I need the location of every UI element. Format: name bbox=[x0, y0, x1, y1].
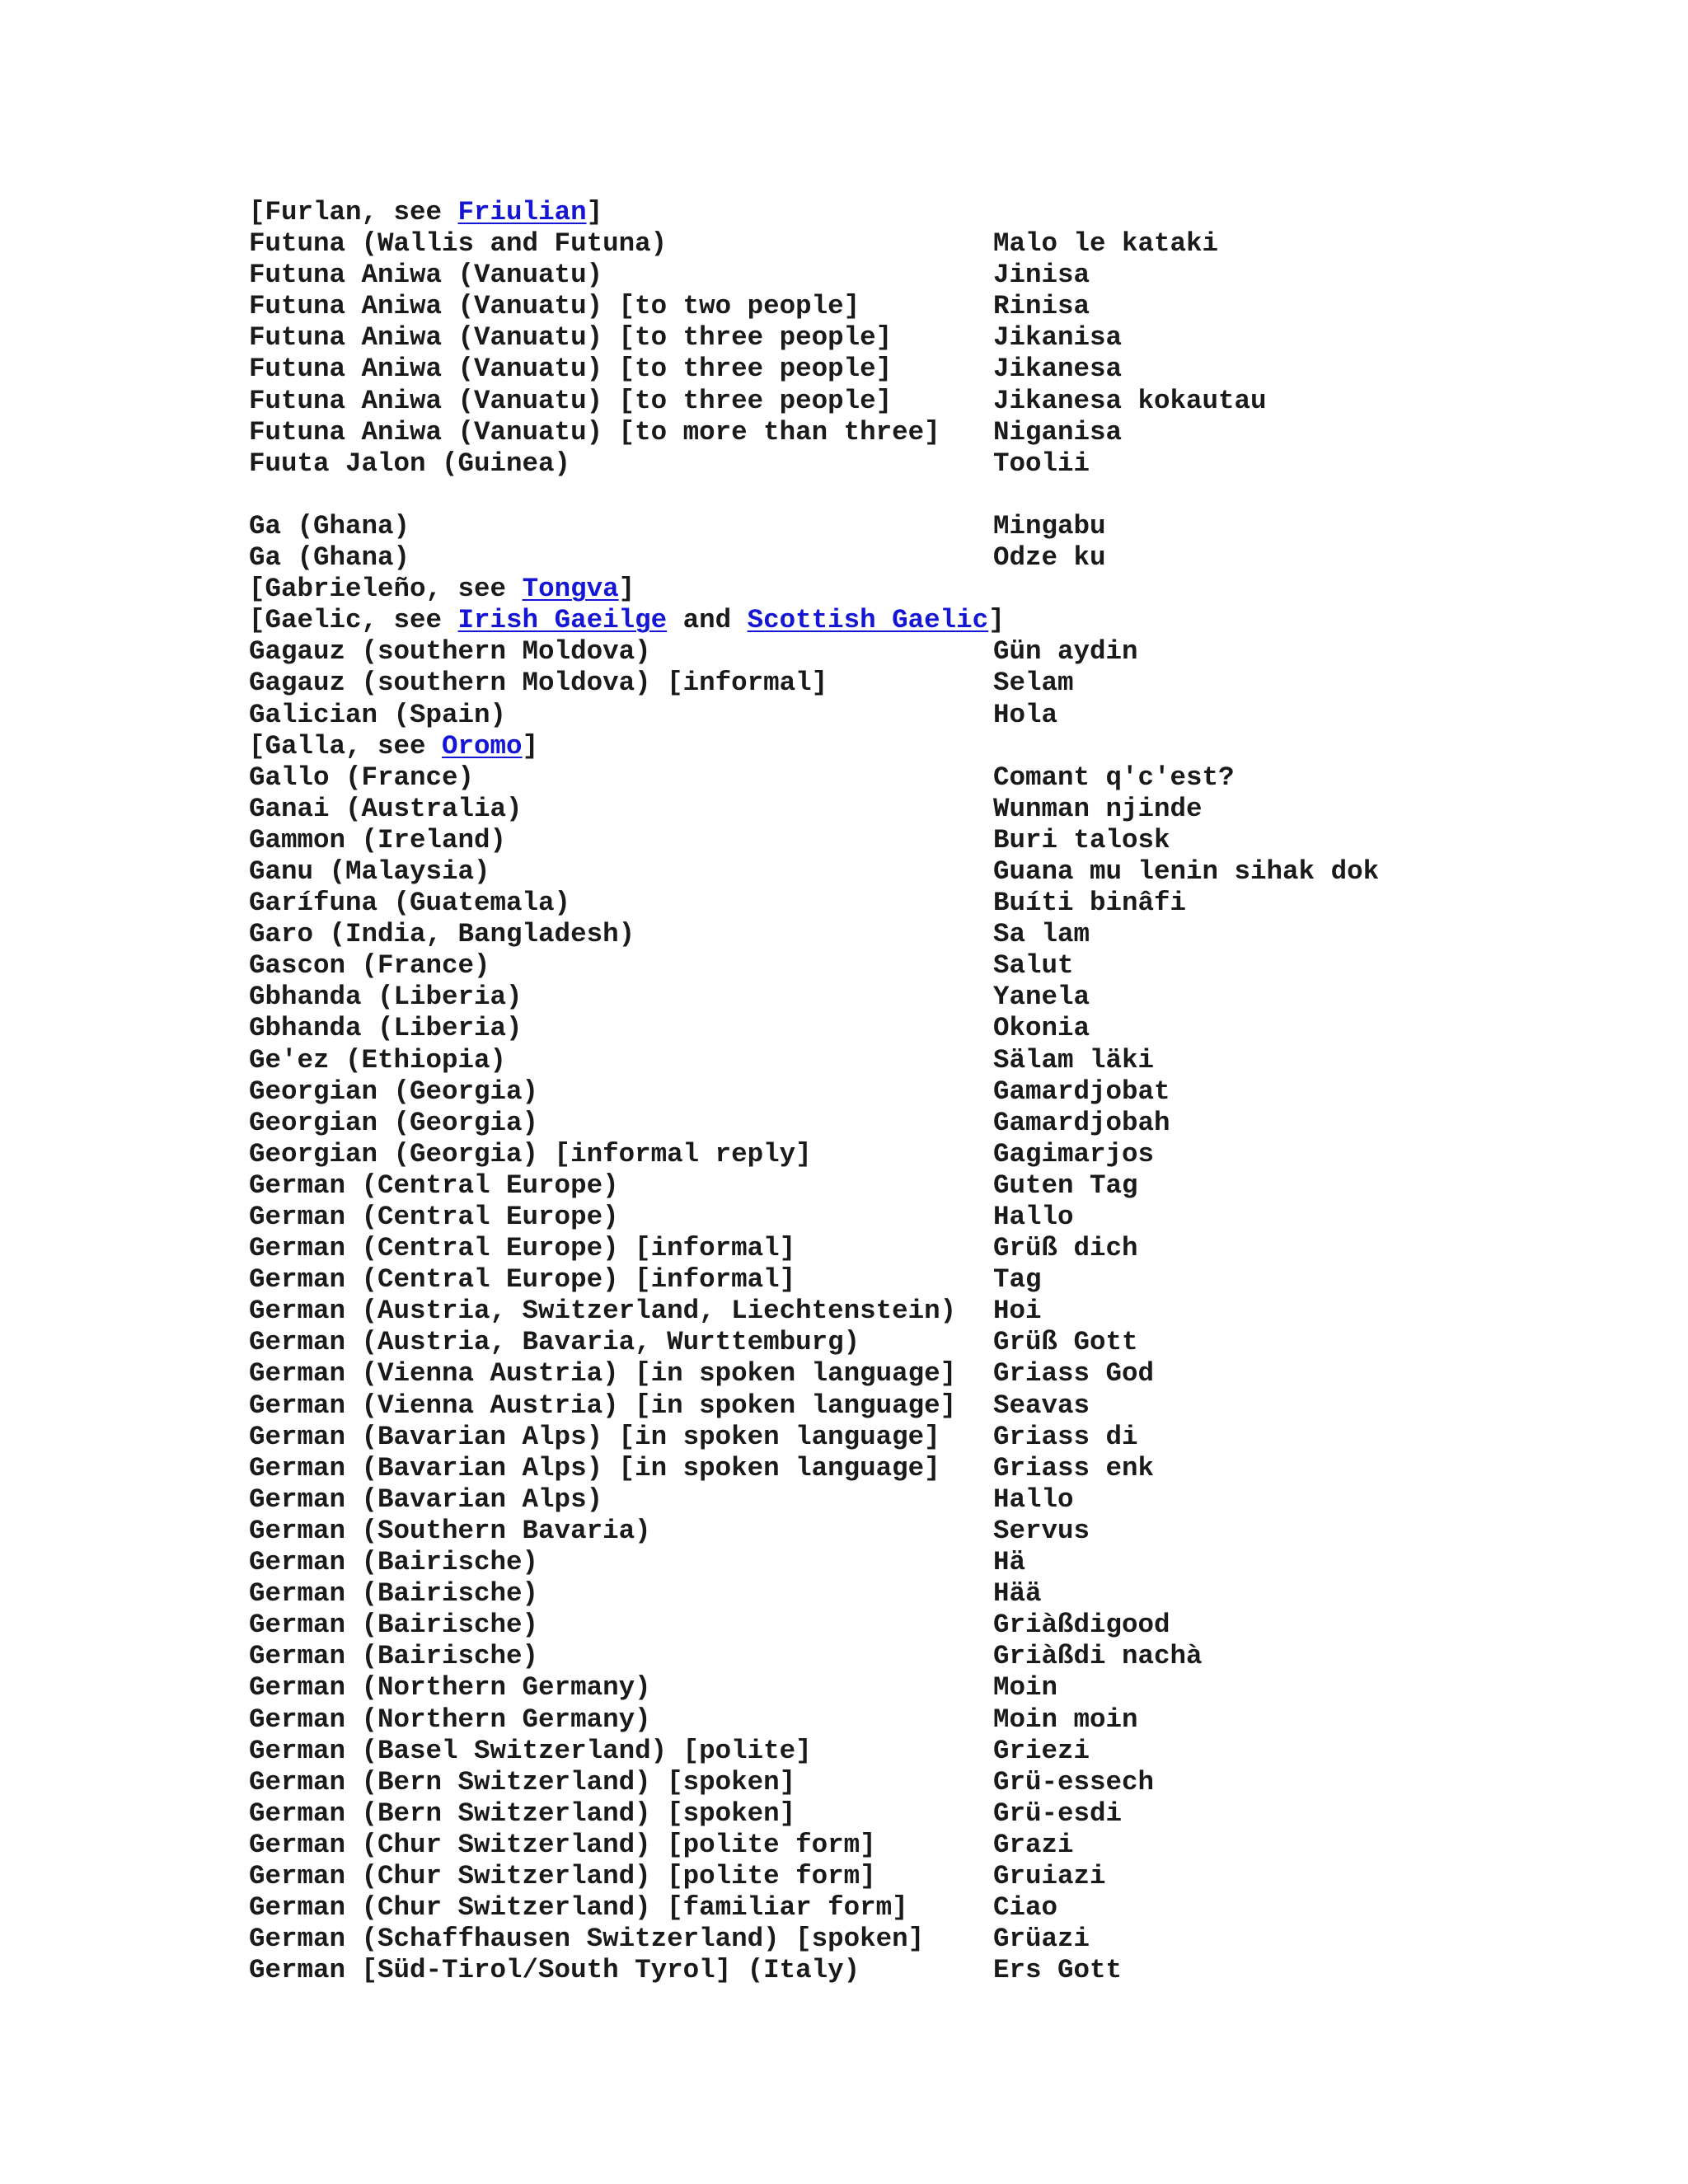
language-entry-row bbox=[249, 1296, 1650, 1327]
cross-reference-link[interactable]: Oromo bbox=[442, 730, 523, 762]
language-entry-row bbox=[249, 1736, 1650, 1767]
language-name: German (Bavarian Alps) [in spoken language] bbox=[249, 1421, 940, 1452]
greeting-text: Comant q'c'est? bbox=[993, 762, 1235, 793]
see-prefix: [Gaelic, see bbox=[249, 605, 458, 636]
greeting-text: Hallo bbox=[993, 1202, 1074, 1232]
language-entry-row bbox=[249, 950, 1650, 982]
language-name: Futuna Aniwa (Vanuatu) [to three people] bbox=[249, 354, 893, 385]
greeting-text: Gruiazi bbox=[993, 1860, 1106, 1891]
language-entry-row bbox=[249, 228, 1650, 260]
language-name: Garo (India, Bangladesh) bbox=[249, 919, 635, 950]
language-name: German (Bern Switzerland) [spoken] bbox=[249, 1797, 796, 1829]
greeting-text: Salut bbox=[993, 950, 1074, 982]
greeting-text: Griass God bbox=[993, 1358, 1155, 1390]
greeting-text: Grüß Gott bbox=[993, 1327, 1138, 1358]
language-name: German (Bairische) bbox=[249, 1547, 539, 1578]
language-name: Gagauz (southern Moldova) [informal] bbox=[249, 668, 828, 699]
cross-reference-link[interactable]: Irish Gaeilge bbox=[457, 605, 668, 636]
cross-reference-row bbox=[249, 731, 1650, 762]
language-name: Georgian (Georgia) bbox=[249, 1076, 539, 1107]
language-name: German (Vienna Austria) [in spoken language] bbox=[249, 1358, 957, 1390]
language-name: Fuuta Jalon (Guinea) bbox=[249, 448, 571, 479]
greeting-text: Sa lam bbox=[993, 919, 1090, 950]
language-entry-row bbox=[249, 1955, 1650, 1986]
language-name: German (Central Europe) [informal] bbox=[249, 1264, 796, 1296]
language-name: German (Northern Germany) bbox=[249, 1704, 651, 1735]
language-name: Futuna (Wallis and Futuna) bbox=[249, 228, 668, 260]
language-name: German [Süd-Tirol/South Tyrol] (Italy) bbox=[249, 1955, 860, 1986]
language-entry-row bbox=[249, 762, 1650, 794]
language-entry-row bbox=[249, 511, 1650, 542]
language-entry-row bbox=[249, 448, 1650, 480]
greeting-text: Griass enk bbox=[993, 1452, 1155, 1483]
greeting-text: Moin moin bbox=[993, 1704, 1138, 1735]
language-entry-row bbox=[249, 1767, 1650, 1798]
greeting-text: Ers Gott bbox=[993, 1955, 1123, 1986]
greeting-text: Jikanisa bbox=[993, 322, 1123, 354]
language-entry-row bbox=[249, 322, 1650, 354]
language-entry-row bbox=[249, 700, 1650, 731]
greeting-text: Okonia bbox=[993, 1013, 1090, 1044]
greeting-text: Mingabu bbox=[993, 510, 1106, 541]
language-name: Futuna Aniwa (Vanuatu) [to more than three] bbox=[249, 416, 940, 448]
language-entry-row bbox=[249, 1892, 1650, 1924]
greeting-text: Yanela bbox=[993, 982, 1090, 1013]
language-name: Ganai (Australia) bbox=[249, 793, 523, 824]
cross-reference-link[interactable]: Friulian bbox=[457, 197, 587, 227]
greeting-text: Hola bbox=[993, 699, 1058, 730]
greeting-text: Gamardjobat bbox=[993, 1076, 1170, 1107]
language-name: German (Bairische) bbox=[249, 1641, 539, 1672]
see-prefix: [Gabrieleño, see bbox=[249, 574, 523, 605]
greeting-text: Ciao bbox=[993, 1892, 1058, 1924]
greeting-text: Grüazi bbox=[993, 1924, 1090, 1955]
language-entry-row bbox=[249, 1170, 1650, 1202]
language-entry-row bbox=[249, 1798, 1650, 1830]
greeting-text: Rinisa bbox=[993, 291, 1090, 322]
greeting-text: Sälam läki bbox=[993, 1044, 1155, 1076]
greeting-text: Hoi bbox=[993, 1296, 1042, 1327]
language-name: German (Bern Switzerland) [spoken] bbox=[249, 1766, 796, 1797]
language-name: German (Southern Bavaria) bbox=[249, 1515, 651, 1546]
language-name: German (Bairische) bbox=[249, 1578, 539, 1610]
language-entry-row bbox=[249, 636, 1650, 668]
language-entry-row bbox=[249, 1672, 1650, 1704]
language-name: Futuna Aniwa (Vanuatu) [to two people] bbox=[249, 291, 860, 322]
language-entry-row bbox=[249, 542, 1650, 574]
language-name: Gallo (France) bbox=[249, 762, 475, 793]
language-entry-row bbox=[249, 888, 1650, 919]
language-name: German (Basel Switzerland) [polite] bbox=[249, 1735, 812, 1766]
language-name: Galician (Spain) bbox=[249, 699, 507, 730]
greeting-text: Guten Tag bbox=[993, 1169, 1138, 1201]
language-entry-row bbox=[249, 1108, 1650, 1139]
language-entry-row bbox=[249, 919, 1650, 950]
greeting-text: Tag bbox=[993, 1264, 1042, 1296]
language-entry-row bbox=[249, 825, 1650, 856]
greeting-text: Niganisa bbox=[993, 416, 1123, 448]
language-entry-row bbox=[249, 1264, 1650, 1296]
language-name: Ga (Ghana) bbox=[249, 510, 410, 541]
language-name: German (Northern Germany) bbox=[249, 1672, 651, 1704]
see-suffix: ] bbox=[586, 197, 603, 227]
greeting-text: Jinisa bbox=[993, 260, 1090, 291]
language-entry-row bbox=[249, 354, 1650, 385]
greeting-text: Odze ku bbox=[993, 542, 1106, 574]
language-entry-row bbox=[249, 1516, 1650, 1547]
greeting-text: Seavas bbox=[993, 1390, 1090, 1421]
greeting-text: Grazi bbox=[993, 1829, 1074, 1860]
language-entry-row bbox=[249, 1484, 1650, 1516]
greeting-text: Wunman njinde bbox=[993, 793, 1203, 824]
cross-reference-row bbox=[249, 574, 1650, 605]
language-entry-row bbox=[249, 1076, 1650, 1108]
language-name: German (Central Europe) bbox=[249, 1169, 619, 1201]
cross-reference-link[interactable]: Tongva bbox=[522, 574, 619, 605]
language-name: Georgian (Georgia) [informal reply] bbox=[249, 1138, 812, 1169]
language-name: Futuna Aniwa (Vanuatu) [to three people] bbox=[249, 322, 893, 354]
language-name: German (Central Europe) [informal] bbox=[249, 1233, 796, 1264]
language-entry-row bbox=[249, 1610, 1650, 1641]
language-entry-row bbox=[249, 1924, 1650, 1955]
language-entry-row bbox=[249, 386, 1650, 417]
see-prefix: [Furlan, see bbox=[249, 197, 458, 227]
language-name: Ge'ez (Ethiopia) bbox=[249, 1044, 507, 1076]
greeting-text: Grü-esdi bbox=[993, 1797, 1123, 1829]
greeting-text: Griàßdigood bbox=[993, 1610, 1170, 1641]
cross-reference-link[interactable]: Scottish Gaelic bbox=[747, 605, 989, 636]
greeting-text: Jikanesa bbox=[993, 354, 1123, 385]
greeting-text: Buíti binâfi bbox=[993, 888, 1187, 919]
greetings-list bbox=[249, 197, 1650, 1986]
language-name: Gammon (Ireland) bbox=[249, 824, 507, 855]
language-name: German (Vienna Austria) [in spoken language] bbox=[249, 1390, 957, 1421]
language-name: German (Chur Switzerland) [familiar form] bbox=[249, 1892, 908, 1924]
greeting-text: Gamardjobah bbox=[993, 1107, 1170, 1138]
language-entry-row bbox=[249, 1641, 1650, 1672]
greeting-text: Griass di bbox=[993, 1421, 1138, 1452]
language-entry-row bbox=[249, 291, 1650, 322]
cross-reference-row bbox=[249, 605, 1650, 636]
language-name: German (Bairische) bbox=[249, 1610, 539, 1641]
language-entry-row bbox=[249, 1045, 1650, 1076]
language-entry-row bbox=[249, 1453, 1650, 1484]
greeting-text: Griàßdi nachà bbox=[993, 1641, 1203, 1672]
see-suffix: ] bbox=[988, 605, 1005, 636]
language-entry-row bbox=[249, 260, 1650, 291]
see-suffix: ] bbox=[522, 730, 539, 762]
language-entry-row bbox=[249, 1578, 1650, 1610]
language-entry-row bbox=[249, 668, 1650, 699]
greeting-text: Grü-essech bbox=[993, 1766, 1155, 1797]
language-entry-row bbox=[249, 417, 1650, 448]
section-spacer bbox=[249, 480, 1650, 511]
greeting-text: Jikanesa kokautau bbox=[993, 385, 1267, 416]
greeting-text: Malo le kataki bbox=[993, 228, 1219, 260]
language-name: German (Bavarian Alps) bbox=[249, 1483, 603, 1515]
language-name: Futuna Aniwa (Vanuatu) bbox=[249, 260, 603, 291]
language-entry-row bbox=[249, 1861, 1650, 1892]
language-name: Garífuna (Guatemala) bbox=[249, 888, 571, 919]
language-entry-row bbox=[249, 1390, 1650, 1422]
language-name: German (Chur Switzerland) [polite form] bbox=[249, 1860, 876, 1891]
language-entry-row bbox=[249, 1139, 1650, 1170]
language-entry-row bbox=[249, 1013, 1650, 1044]
language-name: German (Central Europe) bbox=[249, 1202, 619, 1232]
greeting-text: Buri talosk bbox=[993, 824, 1170, 855]
greeting-text: Griezi bbox=[993, 1735, 1090, 1766]
greeting-text: Hä bbox=[993, 1547, 1026, 1578]
language-name: German (Chur Switzerland) [polite form] bbox=[249, 1829, 876, 1860]
language-entry-row bbox=[249, 1422, 1650, 1453]
greeting-text: Moin bbox=[993, 1672, 1058, 1704]
language-name: Gbhanda (Liberia) bbox=[249, 982, 523, 1013]
language-name: German (Austria, Bavaria, Wurttemburg) bbox=[249, 1327, 860, 1358]
language-name: Gascon (France) bbox=[249, 950, 490, 982]
cross-reference-row bbox=[249, 197, 1650, 228]
see-suffix: ] bbox=[618, 574, 635, 605]
language-entry-row bbox=[249, 1830, 1650, 1861]
language-entry-row bbox=[249, 794, 1650, 825]
greeting-text: Hallo bbox=[993, 1483, 1074, 1515]
language-entry-row bbox=[249, 1327, 1650, 1358]
language-name: German (Austria, Switzerland, Liechtenstein) bbox=[249, 1296, 957, 1327]
language-name: Ga (Ghana) bbox=[249, 542, 410, 574]
language-entry-row bbox=[249, 1233, 1650, 1264]
language-name: Futuna Aniwa (Vanuatu) [to three people] bbox=[249, 385, 893, 416]
greeting-text: Gün aydin bbox=[993, 636, 1138, 668]
language-name: German (Bavarian Alps) [in spoken language] bbox=[249, 1452, 940, 1483]
greeting-text: Selam bbox=[993, 668, 1074, 699]
language-name: Ganu (Malaysia) bbox=[249, 855, 490, 887]
language-name: German (Schaffhausen Switzerland) [spoken] bbox=[249, 1924, 925, 1955]
greeting-text: Toolii bbox=[993, 448, 1090, 479]
language-name: Gagauz (southern Moldova) bbox=[249, 636, 651, 668]
greeting-text: Hää bbox=[993, 1578, 1042, 1610]
language-entry-row bbox=[249, 1704, 1650, 1736]
greeting-text: Grüß dich bbox=[993, 1233, 1138, 1264]
see-joiner: and bbox=[667, 605, 748, 636]
language-entry-row bbox=[249, 982, 1650, 1013]
language-name: Gbhanda (Liberia) bbox=[249, 1013, 523, 1044]
language-entry-row bbox=[249, 1547, 1650, 1578]
language-entry-row bbox=[249, 1202, 1650, 1233]
see-prefix: [Galla, see bbox=[249, 730, 443, 762]
language-entry-row bbox=[249, 1358, 1650, 1390]
greeting-text: Guana mu lenin sihak dok bbox=[993, 855, 1380, 887]
language-entry-row bbox=[249, 856, 1650, 888]
greeting-text: Gagimarjos bbox=[993, 1138, 1155, 1169]
language-name: Georgian (Georgia) bbox=[249, 1107, 539, 1138]
greeting-text: Servus bbox=[993, 1515, 1090, 1546]
